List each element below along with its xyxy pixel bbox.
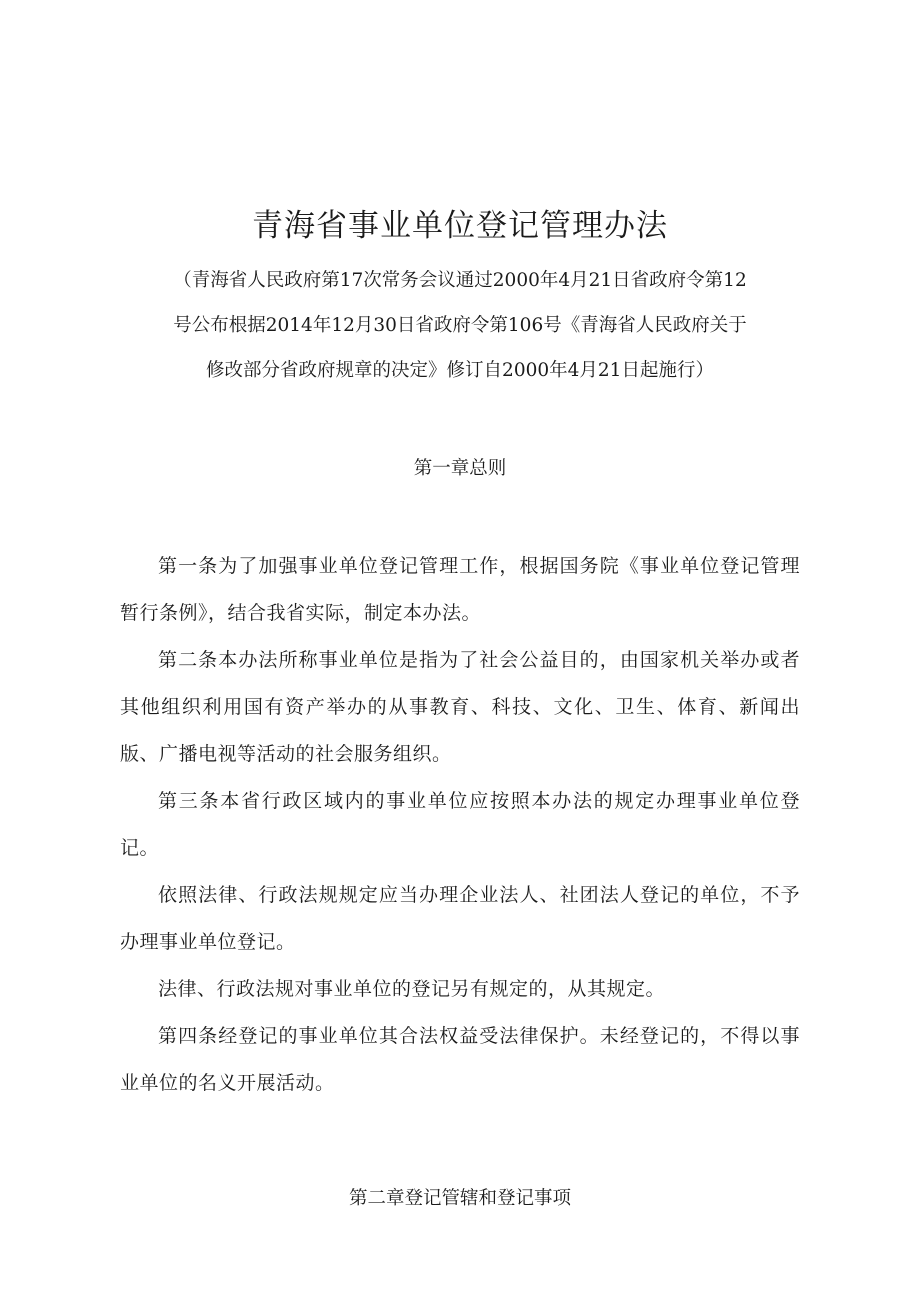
chapter-heading: 第一章总则 [413,458,507,479]
document-title: 青海省事业单位登记管理办法 [252,208,668,244]
article-paragraph: 第二条本办法所称事业单位是指为了社会公益目的，由国家机关举办或者其他组织利用国有资产举办的从事教育、科技、文化、卫生、体育、新闻出版、广播电视等活动的社会服务组织。 [120,649,800,765]
subtitle-line: 号公布根据2014年12月30日省政府令第106号《青海省人民政府关于 [173,315,747,336]
article-paragraph: 第三条本省行政区域内的事业单位应按照本办法的规定办理事业单位登记。 [120,790,800,859]
chapter-heading: 第二章登记管辖和登记事项 [348,1188,571,1209]
article-paragraph: 第一条为了加强事业单位登记管理工作，根据国务院《事业单位登记管理暂行条例》，结合我省实际，制定本办法。 [120,555,800,624]
article-paragraph: 第四条经登记的事业单位其合法权益受法律保护。未经登记的，不得以事业单位的名义开展活动。 [120,1025,800,1094]
subtitle-line: 修改部分省政府规章的决定》修订自2000年4月21日起施行） [206,360,714,381]
subtitle-line: （青海省人民政府第17次常务会议通过2000年4月21日省政府令第12 [173,270,747,291]
article-paragraph: 依照法律、行政法规规定应当办理企业法人、社团法人登记的单位，不予办理事业单位登记。 [120,884,800,953]
document-subtitle [120,258,800,393]
chapter1-body [120,543,800,1107]
article-paragraph: 法律、行政法规对事业单位的登记另有规定的，从其规定。 [158,978,666,1000]
